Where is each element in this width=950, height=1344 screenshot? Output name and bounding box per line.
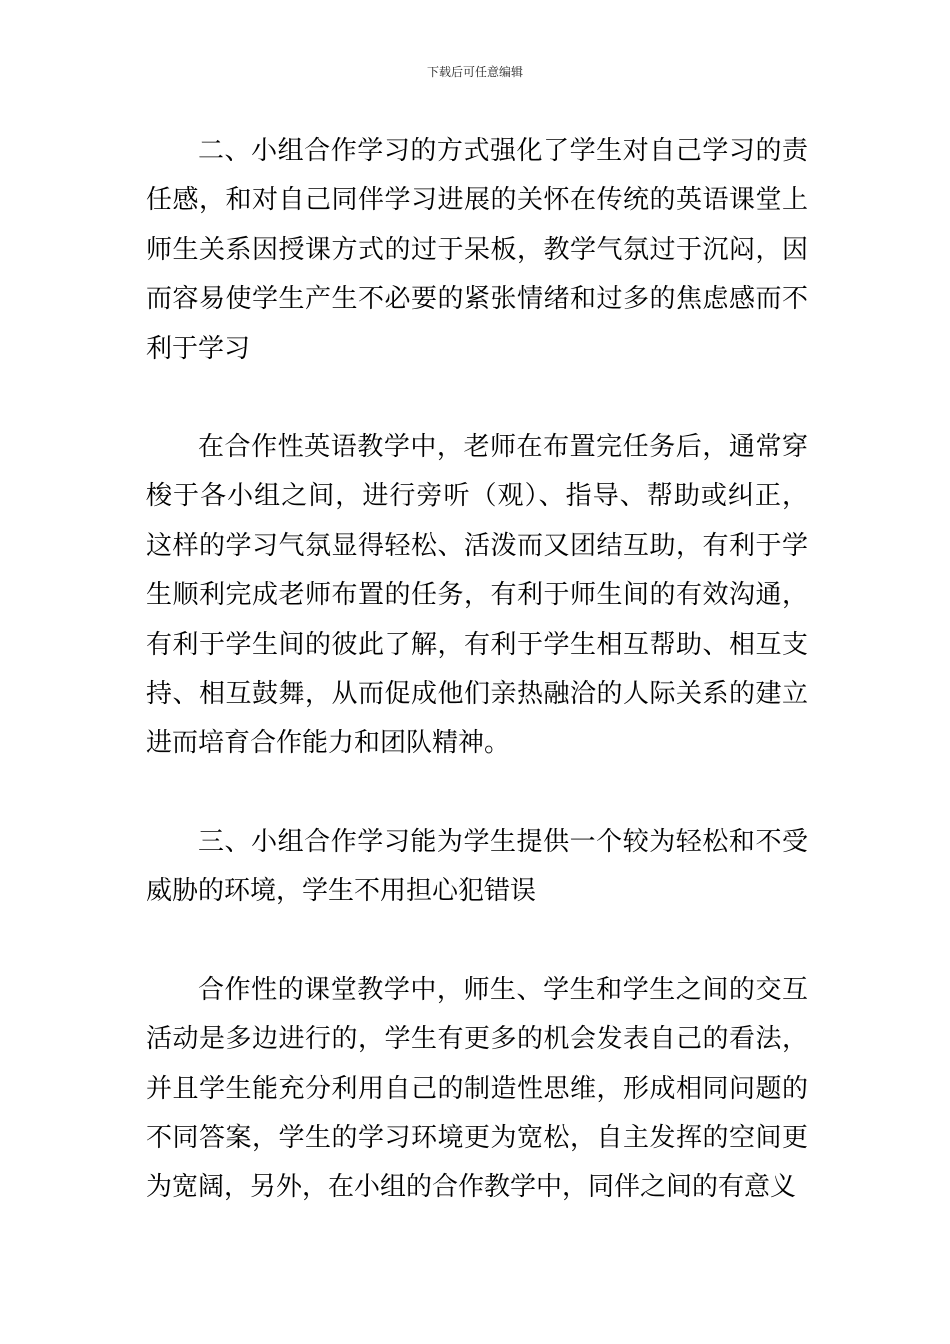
- paragraph-classroom-interaction: 合作性的课堂教学中，师生、学生和学生之间的交互活动是多边进行的，学生有更多的机会发表自己的看法，并且学生能充分利用自己的制造性思维，形成相同问题的不同答案，学生的学习环境更为宽松，自主发挥的空间更为宽阔，另外，在小组的合作教学中，同伴之间的有意义: [146, 974, 808, 1203]
- paragraph-section-three: 三、小组合作学习能为学生提供一个较为轻松和不受威胁的环境，学生不用担心犯错误: [146, 826, 808, 907]
- document-body: [146, 127, 808, 1213]
- paragraph-section-two: 二、小组合作学习的方式强化了学生对自己学习的责任感，和对自己同伴学习进展的关怀在传统的英语课堂上师生关系因授课方式的过于呆板，教学气氛过于沉闷，因而容易使学生产生不必要的紧张情绪和过多的焦虑感而不利于学习: [146, 136, 808, 364]
- paragraph-cooperative-teaching: 在合作性英语教学中，老师在布置完任务后，通常穿梭于各小组之间，进行旁听（观）、指导、帮助或纠正，这样的学习气氛显得轻松、活泼而又团结互助，有利于学生顺利完成老师布置的任务，有利于师生间的有效沟通，有利于学生间的彼此了解，有利于学生相互帮助、相互支持、相互鼓舞，从而促成他们亲热融洽的人际关系的建立进而培育合作能力和团队精神。: [146, 432, 808, 759]
- page-header-note: 下载后可任意编辑: [426, 65, 523, 79]
